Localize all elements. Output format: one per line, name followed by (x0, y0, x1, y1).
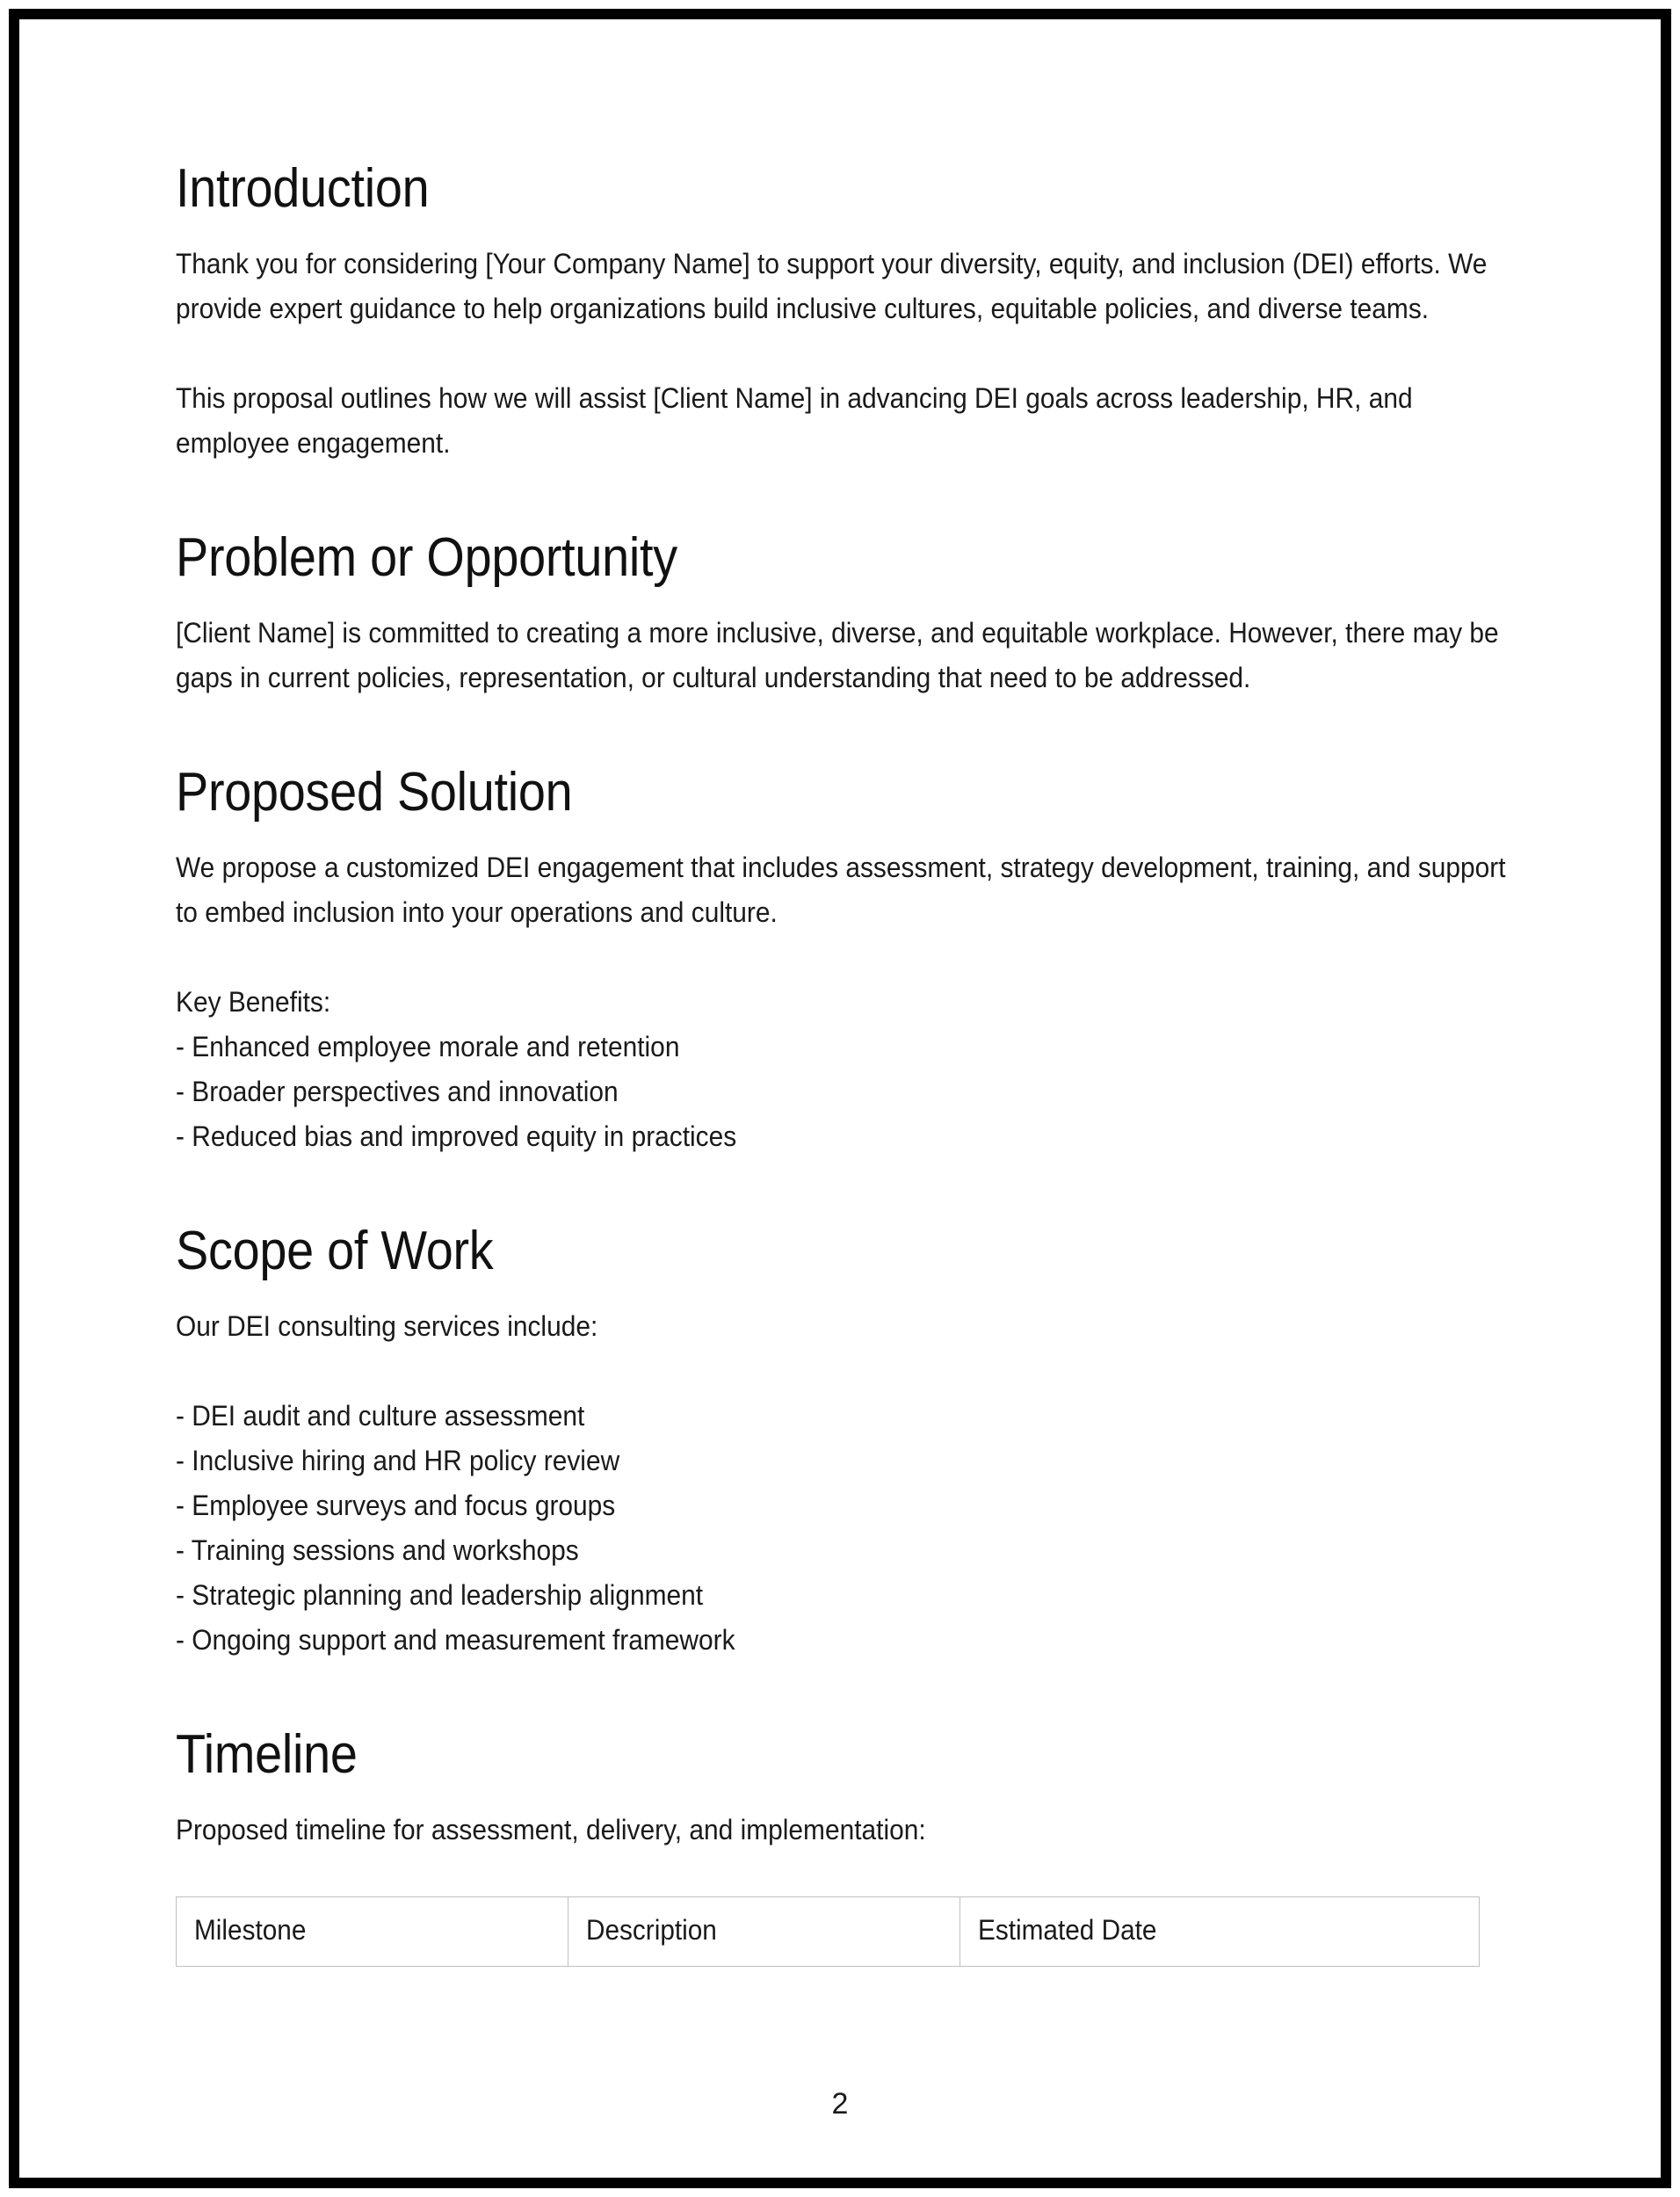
timeline-intro: Proposed timeline for assessment, delivery, and implementation: (176, 1813, 926, 1845)
timeline-table-header-row (177, 1896, 1480, 1966)
scope-of-work-list (176, 1394, 1511, 1663)
timeline-table (176, 1896, 1480, 1967)
page-border-frame (9, 9, 1671, 2188)
key-benefits-label: Key Benefits: (176, 985, 331, 1018)
key-benefit-item: - Broader perspectives and innovation (176, 1075, 619, 1107)
scope-item: - Strategic planning and leadership alignment (176, 1578, 704, 1611)
scope-item: - DEI audit and culture assessment (176, 1399, 585, 1432)
table-column-header-estimated-date-label: Estimated Date (978, 1914, 1157, 1947)
heading-scope-of-work: Scope of Work (176, 1220, 494, 1281)
problem-paragraph-1: [Client Name] is committed to creating a more inclusive, diverse, and equitable workplace. However, there may be gaps in current policies, representation, or cultural understanding that need to be addressed. (176, 616, 1499, 693)
table-column-header-description (568, 1896, 960, 1966)
table-column-header-estimated-date (960, 1896, 1480, 1966)
key-benefit-item: - Enhanced employee morale and retention (176, 1030, 680, 1062)
scope-of-work-intro: Our DEI consulting services include: (176, 1309, 598, 1342)
key-benefits-block (176, 980, 1511, 1159)
heading-proposed-solution: Proposed Solution (176, 761, 573, 823)
heading-introduction: Introduction (176, 158, 430, 219)
heading-timeline: Timeline (176, 1723, 358, 1785)
document-content (176, 160, 1511, 1967)
introduction-paragraph-1: Thank you for considering [Your Company Name] to support your diversity, equity, and inclusion (DEI) efforts. We provide expert guidance to help organizations build inclusive cultures, equitable policies, and diverse teams. (176, 247, 1488, 324)
scope-item: - Training sessions and workshops (176, 1534, 579, 1566)
proposed-solution-paragraph-1: We propose a customized DEI engagement that includes assessment, strategy development, training, and support to embed inclusion into your operations and culture. (176, 851, 1506, 928)
key-benefit-item: - Reduced bias and improved equity in practices (176, 1120, 737, 1152)
table-column-header-milestone-label: Milestone (194, 1914, 307, 1947)
scope-item: - Employee surveys and focus groups (176, 1489, 616, 1521)
scope-item: - Ongoing support and measurement framework (176, 1623, 735, 1656)
heading-problem-or-opportunity: Problem or Opportunity (176, 526, 677, 588)
scope-item: - Inclusive hiring and HR policy review (176, 1444, 620, 1476)
table-column-header-description-label: Description (586, 1914, 717, 1947)
page-sheet (19, 19, 1661, 2178)
table-column-header-milestone (177, 1896, 568, 1966)
introduction-paragraph-2: This proposal outlines how we will assist [Client Name] in advancing DEI goals across leadership, HR, and employee engagement. (176, 381, 1413, 459)
page-number: 2 (831, 2087, 849, 2121)
